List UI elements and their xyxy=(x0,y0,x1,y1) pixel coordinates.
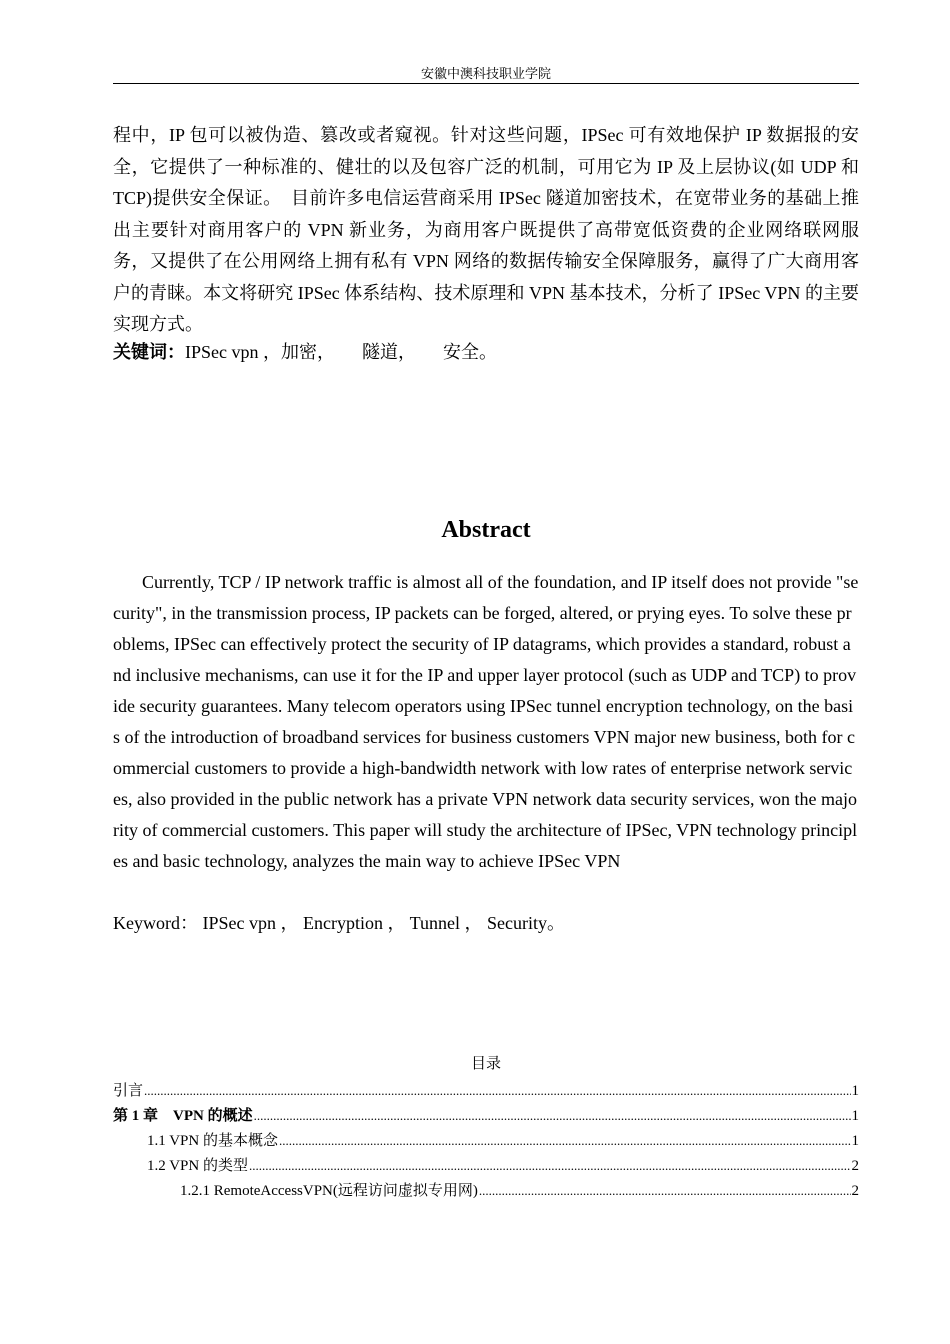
toc-leader xyxy=(254,1103,851,1128)
chinese-keywords-label: 关键词： xyxy=(113,342,185,362)
toc-title: 目录 xyxy=(470,1056,501,1072)
english-keywords: Keyword： IPSec vpn ， Encryption ， Tunnel ， Security。 xyxy=(113,913,565,933)
toc-entry-page: 2 xyxy=(851,1158,859,1174)
toc-leader xyxy=(144,1078,850,1103)
abstract-title: Abstract xyxy=(441,517,531,543)
toc-entry-page: 1 xyxy=(851,1133,859,1149)
toc-entry-title: 引言 xyxy=(113,1083,144,1099)
toc-entry[interactable] xyxy=(113,1078,859,1103)
toc-leader xyxy=(249,1153,851,1178)
toc-entry[interactable] xyxy=(113,1153,859,1178)
toc-entry-title: 1.2 VPN 的类型 xyxy=(147,1158,248,1174)
page-header: 安徽中澳科技职业学院 xyxy=(420,66,551,81)
toc-entry[interactable] xyxy=(113,1178,859,1203)
table-of-contents xyxy=(113,1078,859,1203)
toc-entry-page: 2 xyxy=(851,1183,859,1199)
toc-entry-title: 1.1 VPN 的基本概念 xyxy=(147,1133,278,1149)
toc-entry[interactable] xyxy=(113,1103,859,1128)
chinese-abstract-paragraph: 程中，IP 包可以被伪造、篡改或者窥视。针对这些问题，IPSec 可有效地保护 IP 数据报的安全，它提供了一种标准的、健壮的以及包容广泛的机制，可用它为 IP 及上层协议(如 UDP 和 TCP)提供安全保证。 目前许多电信运营商采用 IPSec 隧道加密技术，在宽带业务的基础上推出主要针对商用客户的 VPN 新业务，为商用客户既提供了高带宽低资费的企业网络联网服务，又提供了在公用网络上拥有私有 VPN 网络的数据传输安全保障服务，赢得了广大商用客户的青睐。本文将研究 IPSec 体系结构、技术原理和 VPN 基本技术，分析了 IPSec VPN 的主要实现方式。 xyxy=(113,125,859,334)
toc-entry[interactable] xyxy=(113,1128,859,1153)
chinese-keywords xyxy=(113,337,859,369)
chinese-keywords-text: IPSec vpn ，加密， 隧道， 安全。 xyxy=(185,342,497,362)
english-abstract-paragraph: Currently, TCP / IP network traffic is almost all of the foundation, and IP itself does not provide "security", in the transmission process, IP packets can be forged, altered, or prying eyes. To solve these problems, IPSec can effectively protect the security of IP datagrams, which provides a standard, robust and inclusive mechanisms, can use it for the IP and upper layer protocol (such as UDP and TCP) to provide security guarantees. Many telecom operators using IPSec tunnel encryption technology, on the basis of the introduction of broadband services for business customers VPN major new business, both for commercial customers to provide a high-bandwidth network with low rates of enterprise network services, also provided in the public network has a private VPN network data security services, won the majority of commercial customers. This paper will study the architecture of IPSec, VPN technology principles and basic technology, analyzes the main way to achieve IPSec VPN xyxy=(113,572,859,871)
toc-entry-title: 1.2.1 RemoteAccessVPN(远程访问虚拟专用网) xyxy=(180,1183,478,1199)
toc-entry-title: 第 1 章 VPN 的概述 xyxy=(113,1108,253,1124)
toc-leader xyxy=(279,1128,851,1153)
toc-entry-page: 1 xyxy=(851,1108,859,1124)
header-rule xyxy=(113,83,859,84)
toc-entry-page: 1 xyxy=(851,1083,859,1099)
toc-leader xyxy=(479,1178,851,1203)
